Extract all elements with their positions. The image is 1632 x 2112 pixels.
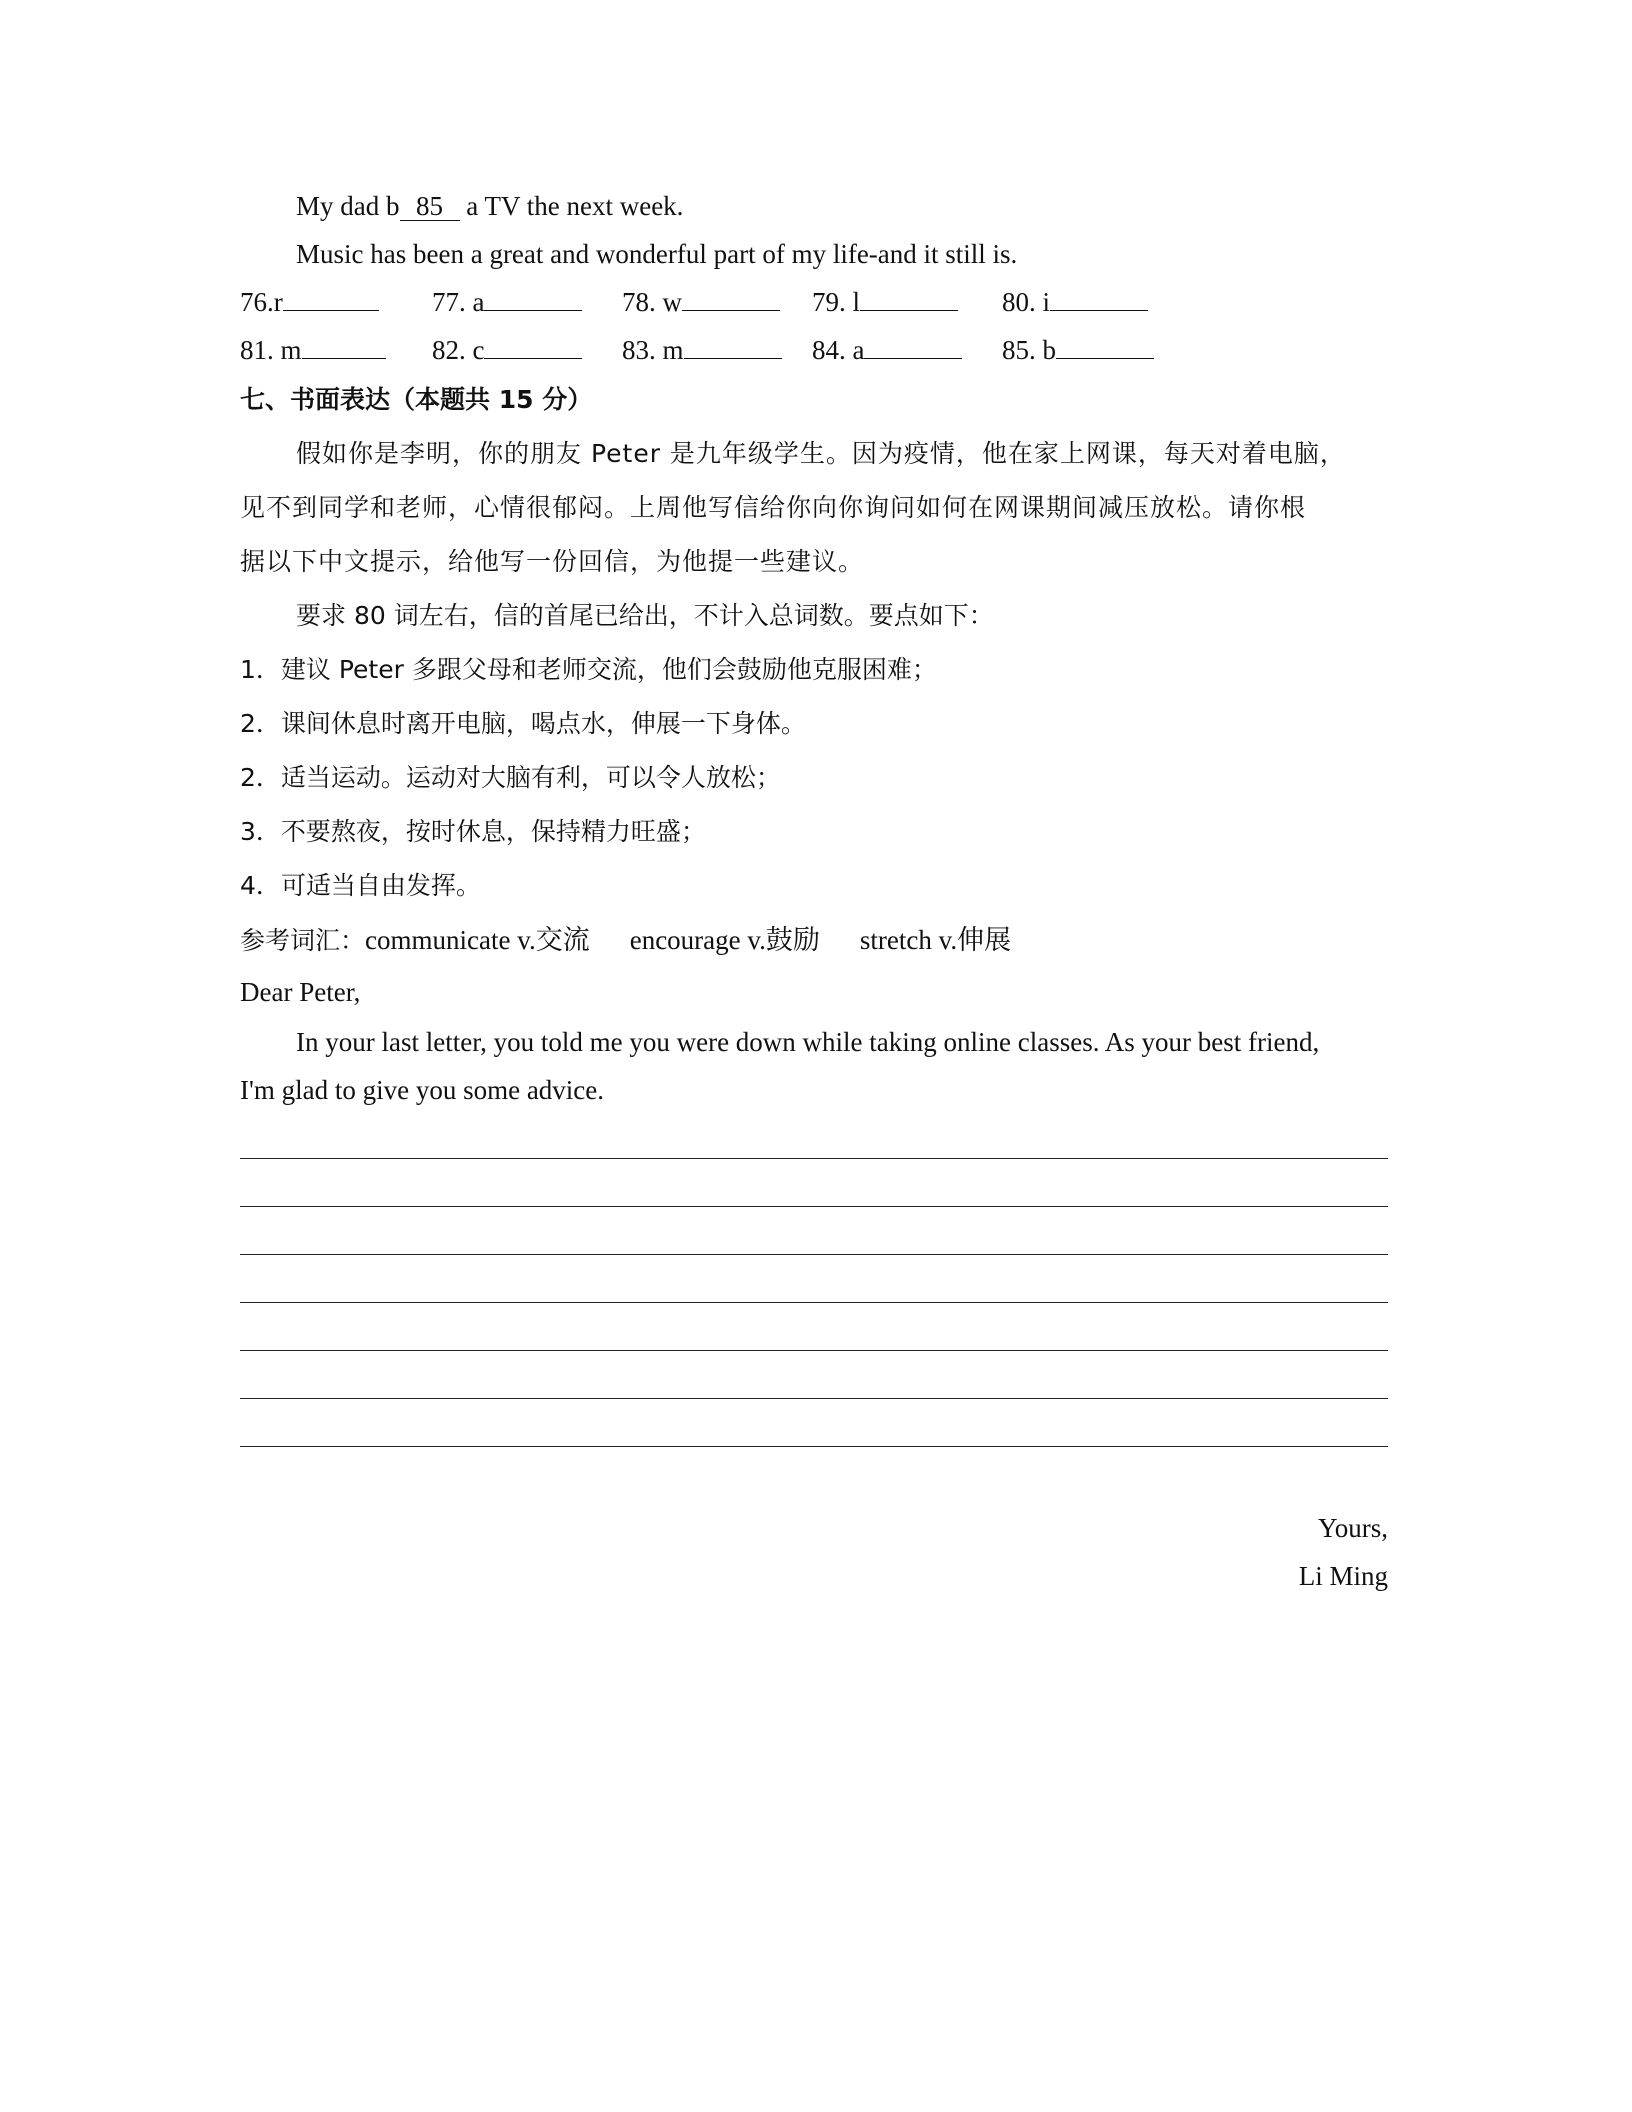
answer-blank-80[interactable]: 80. i xyxy=(1002,286,1148,318)
point-4: 4．可适当自由发挥。 xyxy=(240,871,481,900)
passage-line-1 xyxy=(296,190,683,222)
point-1: 1．建议 Peter 多跟父母和老师交流，他们会鼓励他克服困难； xyxy=(240,655,937,684)
answer-blank-78[interactable]: 78. w xyxy=(622,286,780,318)
letter-opening-line-2: I'm glad to give you some advice. xyxy=(240,1075,605,1105)
writing-line[interactable] xyxy=(240,1206,1388,1207)
writing-line[interactable] xyxy=(240,1446,1388,1447)
vocab-encourage: encourage v.鼓励 xyxy=(629,925,820,955)
writing-line[interactable] xyxy=(240,1158,1388,1159)
vocab-line xyxy=(240,924,1011,957)
answer-blank-85[interactable]: 85. b xyxy=(1002,334,1154,366)
passage-line-2: Music has been a great and wonderful part of my life-and it still is. xyxy=(296,239,1018,269)
passage-line-1-post: a TV the next week. xyxy=(459,191,684,221)
vocab-stretch: stretch v.伸展 xyxy=(859,925,1012,955)
section-title: 七、书面表达（本题共 15 分） xyxy=(240,385,593,414)
answer-blank-77[interactable]: 77. a xyxy=(432,286,582,318)
answer-blank-83[interactable]: 83. m xyxy=(622,334,782,366)
answer-blank-81[interactable]: 81. m xyxy=(240,334,386,366)
writing-line[interactable] xyxy=(240,1398,1388,1399)
point-2b: 2．适当运动。运动对大脑有利，可以令人放松； xyxy=(240,763,781,792)
answer-blank-82[interactable]: 82. c xyxy=(432,334,582,366)
requirement-text: 要求 80 词左右，信的首尾已给出，不计入总词数。要点如下： xyxy=(296,601,994,630)
writing-line[interactable] xyxy=(240,1254,1388,1255)
point-3: 3．不要熬夜，按时休息，保持精力旺盛； xyxy=(240,817,706,846)
answer-blank-76[interactable]: 76.r xyxy=(240,286,379,318)
passage-line-1-pre: My dad b xyxy=(296,191,400,221)
letter-closing: Yours, xyxy=(1317,1513,1388,1543)
passage-blank-85: 85 xyxy=(400,192,460,221)
prompt-line-3: 据以下中文提示，给他写一份回信，为他提一些建议。 xyxy=(240,547,865,576)
letter-greeting: Dear Peter, xyxy=(240,977,361,1007)
vocab-label: 参考词汇： xyxy=(240,926,366,955)
letter-signature: Li Ming xyxy=(1298,1561,1388,1591)
vocab-communicate: communicate v.交流 xyxy=(365,925,590,955)
point-2a: 2．课间休息时离开电脑，喝点水，伸展一下身体。 xyxy=(240,709,806,738)
prompt-line-1: 假如你是李明，你的朋友 Peter 是九年级学生。因为疫情，他在家上网课，每天对着电脑， xyxy=(296,439,1346,468)
writing-line[interactable] xyxy=(240,1302,1388,1303)
prompt-line-2: 见不到同学和老师，心情很郁闷。上周他写信给你向你询问如何在网课期间减压放松。请你根 xyxy=(240,493,1307,522)
answer-blank-79[interactable]: 79. l xyxy=(812,286,958,318)
writing-line[interactable] xyxy=(240,1350,1388,1351)
letter-opening-line-1: In your last letter, you told me you were down while taking online classes. As your best friend, xyxy=(296,1027,1320,1057)
answer-blank-84[interactable]: 84. a xyxy=(812,334,962,366)
